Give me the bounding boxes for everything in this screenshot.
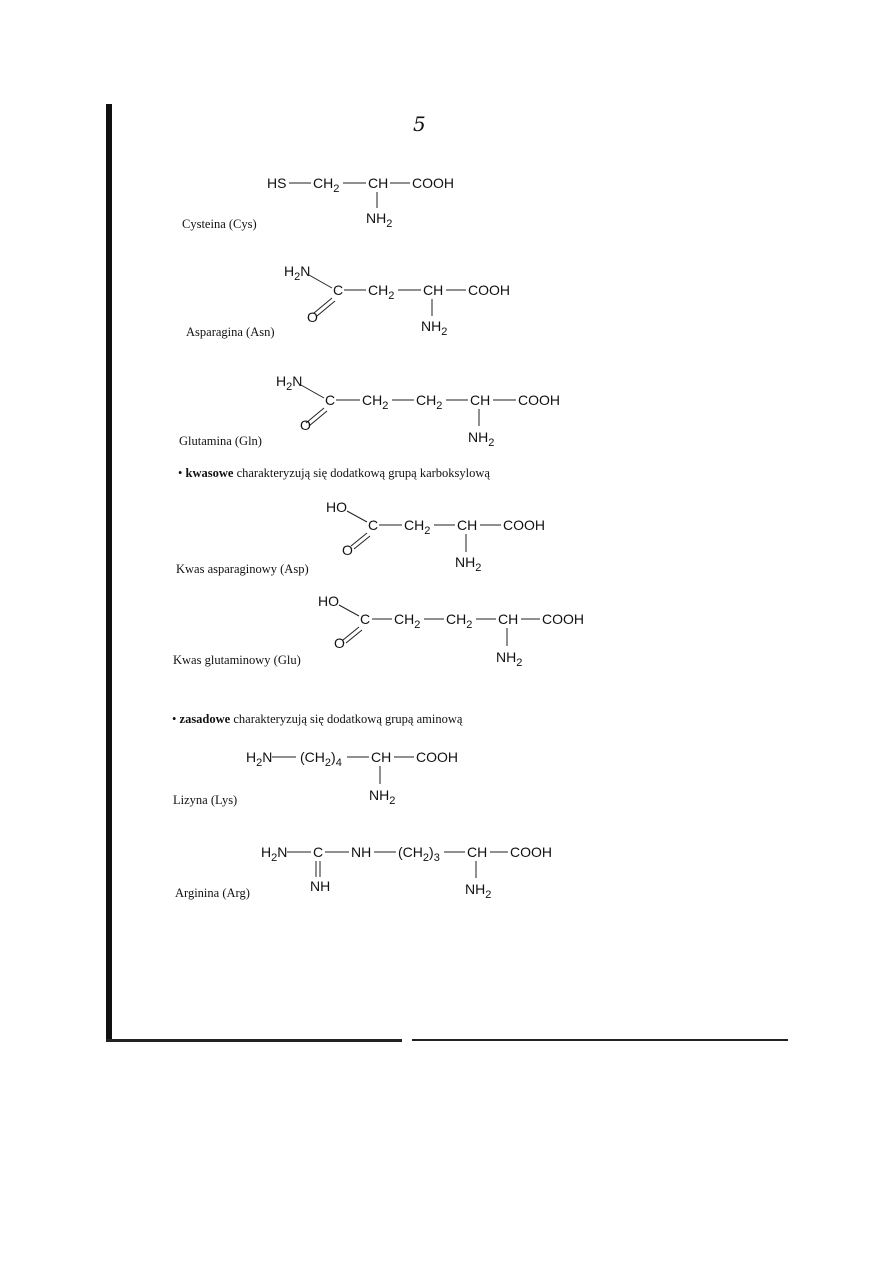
- svg-text:CH: CH: [470, 392, 491, 408]
- svg-text:(CH2)4: $(CH_2)_4$: [300, 749, 342, 769]
- svg-text:NH2: $NH_2$: [496, 649, 523, 669]
- svg-text:C: C: [313, 844, 324, 860]
- svg-text:CH: CH: [498, 611, 519, 627]
- svg-text:COOH: COOH: [468, 282, 510, 298]
- bullet-keyword: zasadowe: [179, 712, 231, 726]
- svg-text:C: C: [333, 282, 344, 298]
- name-glutamic-acid: Kwas glutaminowy (Glu): [173, 653, 301, 667]
- svg-text:COOH: COOH: [416, 749, 458, 765]
- svg-text:COOH: COOH: [412, 175, 454, 191]
- svg-text:C: C: [368, 517, 379, 533]
- svg-text:COOH: COOH: [542, 611, 584, 627]
- svg-text:COOH: COOH: [503, 517, 545, 533]
- svg-text:COOH: COOH: [510, 844, 552, 860]
- svg-text:CH2: $CH_2$: [313, 175, 340, 195]
- svg-text:H2N: $H_2N$: [261, 844, 288, 864]
- svg-text:O: O: [307, 309, 318, 325]
- bullet-marker: •: [178, 466, 183, 480]
- svg-text:CH2: $CH_2$: [446, 611, 473, 631]
- svg-text:O: O: [342, 542, 353, 558]
- svg-text:CH2: $CH_2$: [394, 611, 421, 631]
- page-number: 5: [413, 112, 426, 136]
- svg-text:(CH2)3: $(CH_2)_3$: [398, 844, 440, 864]
- svg-text:CH: CH: [467, 844, 488, 860]
- svg-text:H2N: $H_2N$: [284, 263, 311, 283]
- bullet-marker: •: [172, 712, 177, 726]
- svg-text:NH2: $NH_2$: [465, 881, 492, 901]
- svg-text:CH: CH: [457, 517, 478, 533]
- svg-text:NH: NH: [310, 878, 331, 894]
- svg-text:CH2: $CH_2$: [404, 517, 431, 537]
- svg-text:HO: HO: [326, 499, 347, 515]
- bullet-text: charakteryzują się dodatkową grupą karboksylową: [233, 466, 490, 480]
- svg-text:NH2: $NH_2$: [366, 210, 393, 230]
- svg-text:COOH: COOH: [518, 392, 560, 408]
- svg-text:C: C: [325, 392, 336, 408]
- svg-text:NH2: $NH_2$: [455, 554, 482, 574]
- name-glutamine: Glutamina (Gln): [179, 434, 262, 448]
- svg-text:CH: CH: [423, 282, 444, 298]
- name-lysine: Lizyna (Lys): [173, 793, 238, 807]
- svg-text:HO: HO: [318, 593, 339, 609]
- svg-text:NH2: $NH_2$: [421, 318, 448, 338]
- name-aspartic-acid: Kwas asparaginowy (Asp): [176, 562, 309, 576]
- name-cysteine: Cysteina (Cys): [182, 217, 257, 231]
- svg-text:NH2: $NH_2$: [369, 787, 396, 807]
- svg-text:NH: NH: [351, 844, 372, 860]
- bullet-keyword: kwasowe: [185, 466, 234, 480]
- svg-text:H2N: $H_2N$: [246, 749, 273, 769]
- bullet-text: charakteryzują się dodatkową grupą aminową: [230, 712, 463, 726]
- svg-text:O: O: [334, 635, 345, 651]
- svg-text:CH2: $CH_2$: [362, 392, 389, 412]
- svg-text:CH: CH: [371, 749, 392, 765]
- svg-text:NH2: $NH_2$: [468, 429, 495, 449]
- name-arginine: Arginina (Arg): [175, 886, 250, 900]
- name-asparagine: Asparagina (Asn): [186, 325, 275, 339]
- svg-text:CH2: $CH_2$: [416, 392, 443, 412]
- svg-text:CH2: $CH_2$: [368, 282, 395, 302]
- svg-text:CH: CH: [368, 175, 389, 191]
- svg-text:HS: HS: [267, 175, 287, 191]
- svg-text:O: O: [300, 417, 311, 433]
- svg-text:C: C: [360, 611, 371, 627]
- svg-text:H2N: $H_2N$: [276, 373, 303, 393]
